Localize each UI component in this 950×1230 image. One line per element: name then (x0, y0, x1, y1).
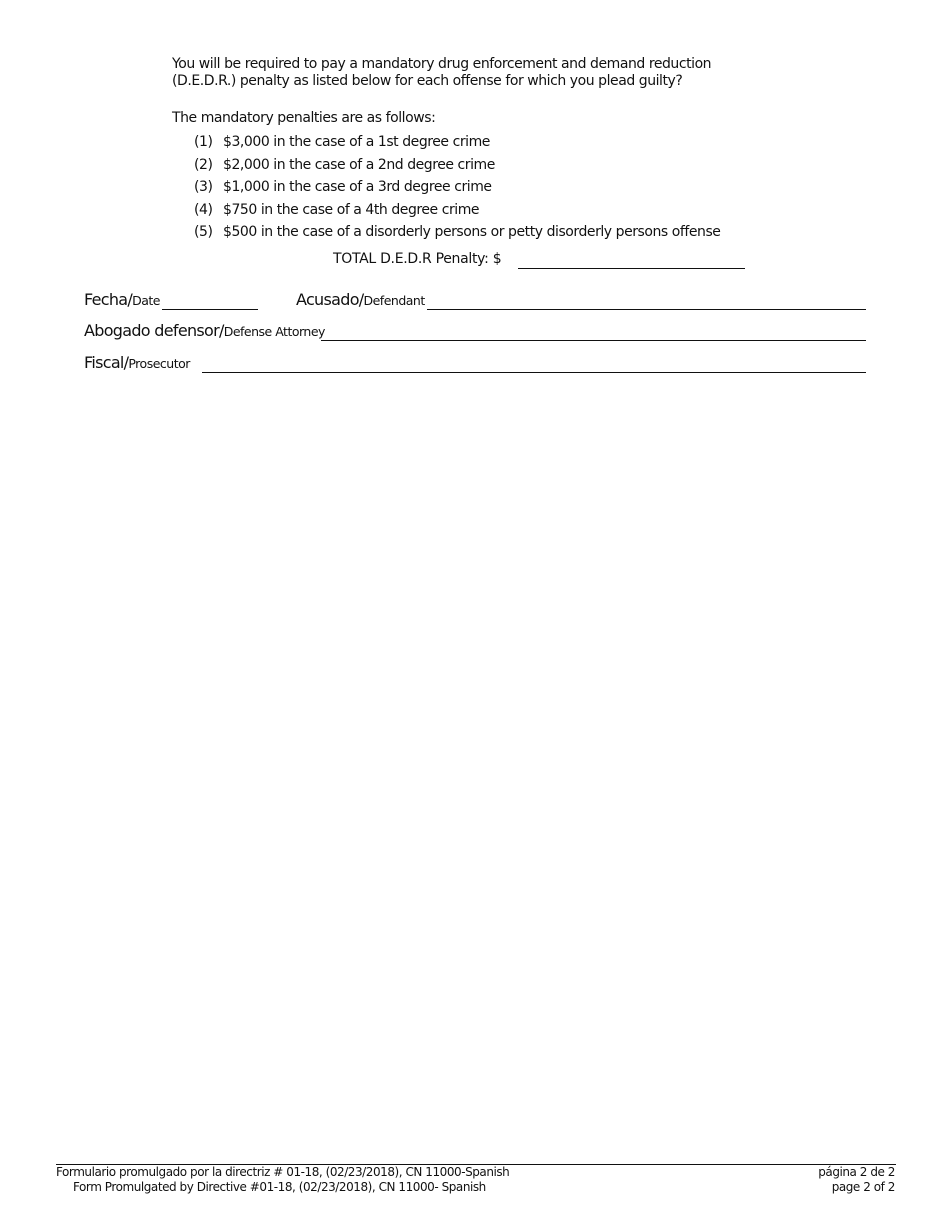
intro-paragraph (172, 56, 711, 90)
list-item (194, 154, 720, 177)
footer-page-number-en: page 2 of 2 (831, 1180, 895, 1194)
item-text: $750 in the case of a 4th degree crime (223, 201, 480, 218)
defendant-label-en: Defendant (363, 293, 425, 308)
list-item (194, 176, 720, 199)
item-number: (4) (194, 201, 213, 218)
date-field[interactable] (162, 309, 258, 310)
prosecutor-signature-field[interactable] (202, 372, 866, 373)
prosecutor-label (84, 353, 190, 372)
item-text: $2,000 in the case of a 2nd degree crime (223, 156, 495, 173)
item-number: (5) (194, 224, 213, 240)
intro-line-1: You will be required to pay a mandatory drug enforcement and demand reduction (172, 56, 712, 72)
defendant-label (296, 290, 425, 309)
total-penalty-label: TOTAL D.E.D.R Penalty: $ (333, 251, 502, 267)
item-number: (1) (194, 134, 213, 150)
list-item (194, 221, 720, 244)
penalties-list (194, 131, 720, 244)
defendant-label-es: Acusado/ (296, 290, 364, 309)
item-text: $500 in the case of a disorderly persons or petty disorderly persons offense (223, 224, 721, 240)
item-text: $3,000 in the case of a 1st degree crime (223, 134, 490, 150)
intro-line-2: (D.E.D.R.) penalty as listed below for each offense for which you plead guilty? (172, 73, 683, 89)
total-penalty-field[interactable] (518, 268, 745, 269)
attorney-label (84, 321, 325, 340)
item-number: (3) (194, 179, 213, 195)
attorney-signature-field[interactable] (321, 340, 866, 341)
date-label-es: Fecha/ (84, 290, 133, 309)
date-label (84, 290, 160, 309)
date-label-en: Date (132, 293, 160, 308)
penalties-heading: The mandatory penalties are as follows: (172, 110, 436, 126)
attorney-label-en: Defense Attorney (223, 324, 325, 339)
prosecutor-label-es: Fiscal/ (84, 353, 129, 372)
list-item (194, 131, 720, 154)
footer-page-number-es: página 2 de 2 (818, 1165, 895, 1179)
prosecutor-label-en: Prosecutor (128, 356, 190, 371)
footer-form-info-en: Form Promulgated by Directive #01-18, (02/23/2018), CN 11000- Spanish (73, 1180, 486, 1194)
attorney-label-es: Abogado defensor/ (84, 321, 224, 340)
defendant-signature-field[interactable] (427, 309, 866, 310)
item-text: $1,000 in the case of a 3rd degree crime (223, 179, 492, 195)
item-number: (2) (194, 156, 213, 173)
footer-form-info-es: Formulario promulgado por la directriz # 01-18, (02/23/2018), CN 11000-Spanish (56, 1165, 510, 1179)
list-item (194, 199, 720, 222)
